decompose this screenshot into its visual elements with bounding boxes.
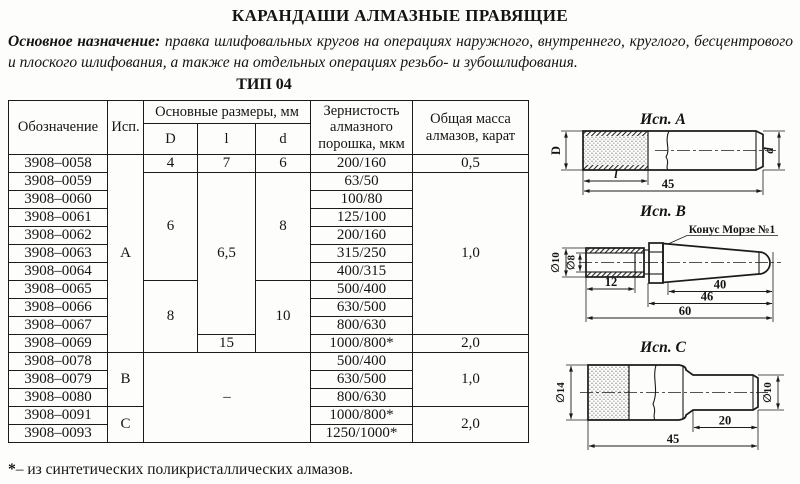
table-cell: 1,0 <box>413 353 529 407</box>
table-cell: В <box>108 353 144 407</box>
dim-20-label: 20 <box>718 413 732 428</box>
table-cell: 6 <box>256 155 311 173</box>
table-cell: 200/160 <box>311 155 413 173</box>
table-cell: С <box>108 407 144 443</box>
table-cell: 3908–0059 <box>9 173 108 191</box>
collar <box>649 243 663 283</box>
table-cell: 1000/800* <box>311 407 413 425</box>
table-cell: 7 <box>198 155 256 173</box>
table-cell: 800/630 <box>311 317 413 335</box>
table-cell: 125/100 <box>311 209 413 227</box>
table-cell: 3908–0069 <box>9 335 108 353</box>
footnote-text: – из синтетических поликристаллических алмазов. <box>15 461 354 478</box>
pencil-body-a <box>583 131 776 170</box>
table-cell: 630/500 <box>311 299 413 317</box>
table-cell: 10 <box>256 281 311 353</box>
table-cell: 800/630 <box>311 389 413 407</box>
header-col-D: D <box>144 124 198 155</box>
table-row <box>9 353 529 371</box>
table-cell: – <box>144 353 311 443</box>
table-cell: 15 <box>198 335 256 353</box>
footnote <box>8 461 353 479</box>
dim-60-label: 60 <box>678 304 692 318</box>
table-row <box>9 155 529 173</box>
header-grain: Зернистость алмазного порошка, мкм <box>311 101 413 155</box>
table-cell: 3908–0058 <box>9 155 108 173</box>
table-cell: 500/400 <box>311 353 413 371</box>
table-cell: 3908–0079 <box>9 371 108 389</box>
dim-40-label: 40 <box>713 277 727 292</box>
dim-45-label: 45 <box>666 432 680 446</box>
header-version: Исп. <box>108 101 144 155</box>
drawing-version-c <box>535 334 800 484</box>
pencil-body-c <box>580 365 768 420</box>
table-cell: 3908–0078 <box>9 353 108 371</box>
footnote-marker: * <box>8 461 16 478</box>
table-cell: 315/250 <box>311 245 413 263</box>
table-cell: 630/500 <box>311 371 413 389</box>
table-cell: 3908–0063 <box>9 245 108 263</box>
dim-l-label: l <box>614 167 618 181</box>
table-cell: 100/80 <box>311 191 413 209</box>
table-cell: 2,0 <box>413 335 529 353</box>
dim-dia14-label: ∅14 <box>555 382 567 403</box>
table-cell: 3908–0066 <box>9 299 108 317</box>
dim-dia8-label: ∅8 <box>565 255 578 270</box>
table-cell: 3908–0060 <box>9 191 108 209</box>
table-cell: 200/160 <box>311 227 413 245</box>
drawing-version-a <box>535 100 800 198</box>
table-cell: 8 <box>144 281 198 353</box>
table-cell: 2,0 <box>413 407 529 443</box>
table-row <box>9 173 529 191</box>
purpose-text: правка шлифовальных кругов на операциях наружного, внутреннего, круглого, бесцентрового и плоского шлифования, а также на отдельных операциях резьбо- и зубошлифования. <box>8 33 793 71</box>
leader-line <box>668 236 778 245</box>
table-cell: 3908–0064 <box>9 263 108 281</box>
table-cell: 3908–0061 <box>9 209 108 227</box>
table-cell: 400/315 <box>311 263 413 281</box>
table-cell: 3908–0091 <box>9 407 108 425</box>
table-cell: 1000/800* <box>311 335 413 353</box>
table-header-row <box>9 101 529 124</box>
morse-taper-note: Конус Морзе №1 <box>688 224 776 236</box>
table-cell: 500/400 <box>311 281 413 299</box>
dim-46-label: 46 <box>700 289 714 304</box>
dim-dia10-label: ∅10 <box>762 382 774 403</box>
drawing-version-b <box>535 200 800 334</box>
table-cell: 63/50 <box>311 173 413 191</box>
header-col-l: l <box>198 124 256 155</box>
table-cell: 3908–0080 <box>9 389 108 407</box>
dimensions-b <box>550 248 773 322</box>
dim-45-label: 45 <box>661 177 675 191</box>
table-cell: 3908–0093 <box>9 425 108 443</box>
table-cell: 1,0 <box>413 173 529 335</box>
dim-dia10-label: ∅10 <box>550 252 562 273</box>
purpose-label: Основное назначение: <box>8 33 161 50</box>
page-title: КАРАНДАШИ АЛМАЗНЫЕ ПРАВЯЩИЕ <box>231 6 569 25</box>
table-cell: А <box>108 155 144 353</box>
table-cell: 0,5 <box>413 155 529 173</box>
table-cell: 3908–0062 <box>9 227 108 245</box>
header-col-d: d <box>256 124 311 155</box>
purpose-paragraph <box>8 31 793 73</box>
drawing-b-label: Исп. В <box>640 203 686 220</box>
dim-D-label: D <box>549 145 563 156</box>
header-mass: Общая масса алмазов, карат <box>413 101 529 155</box>
table-cell: 3908–0067 <box>9 317 108 335</box>
header-dimensions-group: Основные размеры, мм <box>144 101 311 124</box>
table-cell: 4 <box>144 155 198 173</box>
header-designation: Обозначение <box>9 101 108 155</box>
drawing-a-label: Исп. А <box>640 111 686 128</box>
dim-12-label: 12 <box>604 275 618 289</box>
table-cell: 3908–0065 <box>9 281 108 299</box>
spec-table <box>8 100 529 443</box>
diamond-section <box>583 136 648 165</box>
type-heading: ТИП 04 <box>236 76 292 93</box>
drawing-c-label: Исп. С <box>640 339 686 356</box>
dim-d-label: d <box>762 147 776 154</box>
table-cell: 6 <box>144 173 198 281</box>
table-cell: 1250/1000* <box>311 425 413 443</box>
table-cell: 6,5 <box>198 173 256 335</box>
table-cell: 8 <box>256 173 311 281</box>
